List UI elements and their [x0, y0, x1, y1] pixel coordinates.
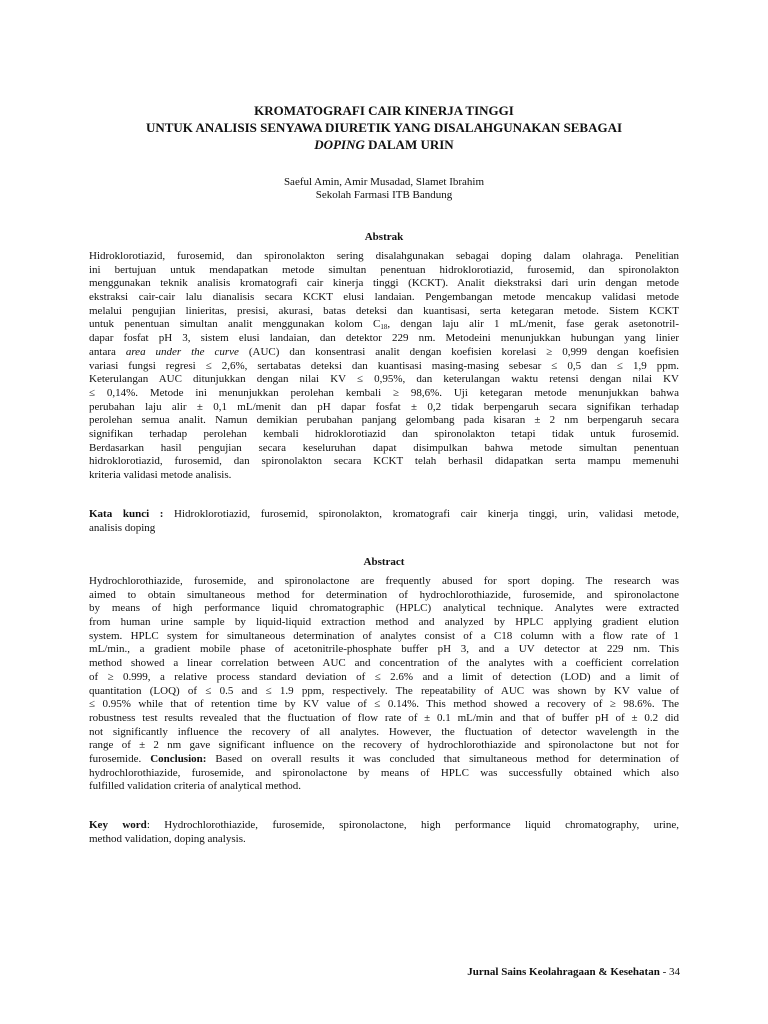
kata-kunci-line — [89, 508, 679, 522]
abstrak-heading: Abstrak — [364, 231, 404, 243]
subscript-18: 18 — [380, 323, 388, 332]
key-word-text: : Hydrochlorothiazide, furosemide, spironolactone, high performance liquid chromatography, urine, — [146, 819, 679, 831]
key-word-block — [89, 819, 679, 846]
abstract-line: Hydrochlorothiazide, furosemide, and spironolactone are frequently abused for sport doping. The research was — [89, 575, 679, 587]
abstract-line: aimed to obtain simultaneous method for determination of hydrochlorothiazide, furosemide, and spironolactone — [89, 588, 679, 601]
abstrak-italic-term: area under the curve — [125, 345, 239, 358]
key-word-label: Key word — [89, 819, 147, 831]
author-names: Saeful Amin, Amir Musadad, Slamet Ibrahim — [283, 176, 485, 188]
abstrak-text: , dengan laju alir 1 mL/menit, fase gerak asetonotril- — [387, 318, 679, 331]
abstract-text: Based on overall results it was concluded that simultaneous method for determination of — [206, 752, 679, 765]
abstrak-line: melalui pengujian linieritas, presisi, akurasi, batas deteksi dan kuantisasi, serta ketegaran metode. Sistem KCKT — [89, 304, 679, 317]
journal-name: Jurnal Sains Keolahragaan & Kesehatan — [467, 966, 660, 978]
abstract-line: range of ± 2 nm gave significant influence on the recovery of hydrochlorothiazide and spironolactone but not for — [89, 739, 679, 752]
kata-kunci-text: Hidroklorotiazid, furosemid, spironolakton, kromatografi cair kinerja tinggi, urin, validasi metode, — [163, 508, 679, 520]
author-block — [60, 176, 708, 202]
abstract-line: not significantly influence the recovery of all analytes. However, the fluctuation of detector wavelength in the — [89, 725, 679, 738]
abstract-heading: Abstract — [363, 556, 405, 568]
key-word-line: method validation, doping analysis. — [89, 832, 246, 845]
abstract-line: by means of high performance liquid chromatographic (HPLC) analytical technique. Analytes were extracted — [89, 602, 679, 615]
abstract-text: furosemide. — [89, 752, 151, 765]
title-line-3 — [60, 136, 708, 153]
author-affiliation: Sekolah Farmasi ITB Bandung — [315, 189, 453, 201]
abstrak-line: perubahan laju alir ± 0,1 mL/menit dan pH dapar fosfat ± 0,2 tidak berpengaruh secara signifikan terhadap — [89, 400, 679, 413]
abstrak-line: hidroklorotiazid, furosemid, dan spironolakton secara KCKT telah berhasil didapatkan serta mampu memenuhi — [89, 455, 679, 468]
abstract-line: method showed a linear correlation between AUC and concentration of the analytes with a coefficient correlation — [89, 657, 679, 670]
abstract-line: mL/min., a gradient mobile phase of acetonitrile-phosphate buffer pH 3, and a UV detector at 229 nm. This — [89, 643, 679, 656]
abstract-line: system. HPLC system for simultaneous determination of analytes consist of a C18 column with a flow rate of 1 — [89, 629, 679, 642]
kata-kunci-line: analisis doping — [89, 521, 156, 534]
abstrak-text: antara — [89, 345, 126, 358]
abstract-line: of ≥ 0.999, a relative process standard deviation of ≤ 2.6% and a limit of detection (LOD) and a limit of — [89, 670, 679, 683]
key-word-line — [89, 819, 679, 833]
kata-kunci-label: Kata kunci : — [89, 508, 164, 520]
abstrak-line: kriteria validasi metode analisis. — [89, 469, 232, 481]
abstract-line: fulfilled validation criteria of analytical method. — [89, 780, 301, 793]
abstrak-text: untuk penentuan simultan analit menggunakan kolom C — [89, 318, 381, 331]
abstract-line: from human urine sample by liquid-liquid extraction method and analyzed by HPLC applying gradient elution — [89, 616, 679, 629]
abstrak-line: ekstraksi cair-cair lalu dianalisis secara KCKT elusi landaian. Pengembangan metode mencakup validasi metode — [89, 291, 679, 304]
title-line-2: UNTUK ANALISIS SENYAWA DIURETIK YANG DISALAHGUNAKAN SEBAGAI — [145, 120, 623, 135]
abstrak-line: signifikan terhadap perolehan kembali hidroklorotiazid dan spironolakton tetapi tidak untuk furosemid. — [89, 427, 679, 440]
title-doping-italic: DOPING — [314, 137, 365, 152]
abstrak-line: ini bertujuan untuk mendapatkan metode simultan penentuan hidroklorotiazid, furosemid, dan spironolakton — [89, 263, 679, 276]
abstrak-line: variasi fungsi regresi ≤ 2,6%, sertabatas deteksi dan kuantisasi masing-masing sebesar ≤ 0,5 dan ≤ 1,9 ppm. — [89, 359, 679, 372]
abstract-line: hydrochlorothiazide, furosemide, and spironolactone by means of HPLC was successfully obtained which also — [89, 766, 679, 779]
kata-kunci-block — [89, 508, 679, 535]
abstrak-text: (AUC) dan konsentrasi analit dengan koefisien korelasi ≥ 0,999 dengan koefisien — [238, 345, 679, 358]
title-line-1: KROMATOGRAFI CAIR KINERJA TINGGI — [254, 103, 514, 118]
abstrak-line: Berdasarkan hasil pengujian secara keseluruhan dapat disimpulkan bahwa metode simultan penentuan — [89, 441, 679, 454]
abstrak-line — [89, 318, 679, 332]
paper-title — [60, 102, 708, 153]
abstrak-body — [89, 250, 679, 483]
abstrak-line: dapar fosfat pH 3, sistem elusi landaian, dan detektor 229 nm. Metodeini menunjukkan hubungan yang linier — [89, 332, 679, 345]
abstract-line — [89, 753, 679, 767]
page-number: - 34 — [659, 966, 680, 978]
abstract-line: ≤ 0.95% while that of retention time by KV value of ≤ 0.14%. This method showed a recovery of ≥ 98.6%. The — [89, 698, 679, 711]
abstract-line: robustness test results revealed that the fluctuation of flow rate of ± 0.1 mL/min and that of buffer pH of ± 0.2 did — [89, 711, 679, 724]
abstrak-line: Hidroklorotiazid, furosemid, dan spironolakton sering disalahgunakan sebagai doping dalam olahraga. Penelitian — [89, 250, 679, 262]
abstrak-line: perolehan semua analit. Namun demikian perubahan panjang gelombang pada kisaran ± 2 nm berpengaruh secara — [89, 414, 679, 427]
abstract-body — [89, 575, 679, 794]
abstrak-line: ≤ 0,14%. Metode ini menunjukkan perolehan kembali ≥ 98,6%. Uji ketegaran metode menunjukkan bahwa — [89, 386, 679, 399]
title-line-3-rest: DALAM URIN — [364, 137, 454, 152]
abstrak-line: menggunakan teknik analisis kromatografi cair kinerja tinggi (KCKT). Analit diekstraksi dari urin dengan metode — [89, 277, 679, 290]
abstrak-line — [89, 346, 679, 360]
page-footer — [467, 966, 680, 979]
abstract-line: quantitation (LOQ) of ≤ 0.5 and ≤ 1.9 ppm, respectively. The repeatability of AUC was shown by KV value of — [89, 684, 679, 697]
abstrak-line: Keterulangan AUC ditunjukkan dengan nilai KV ≤ 0,95%, dan keterulangan waktu retensi dengan nilai KV — [89, 373, 679, 386]
conclusion-label: Conclusion: — [150, 752, 207, 765]
